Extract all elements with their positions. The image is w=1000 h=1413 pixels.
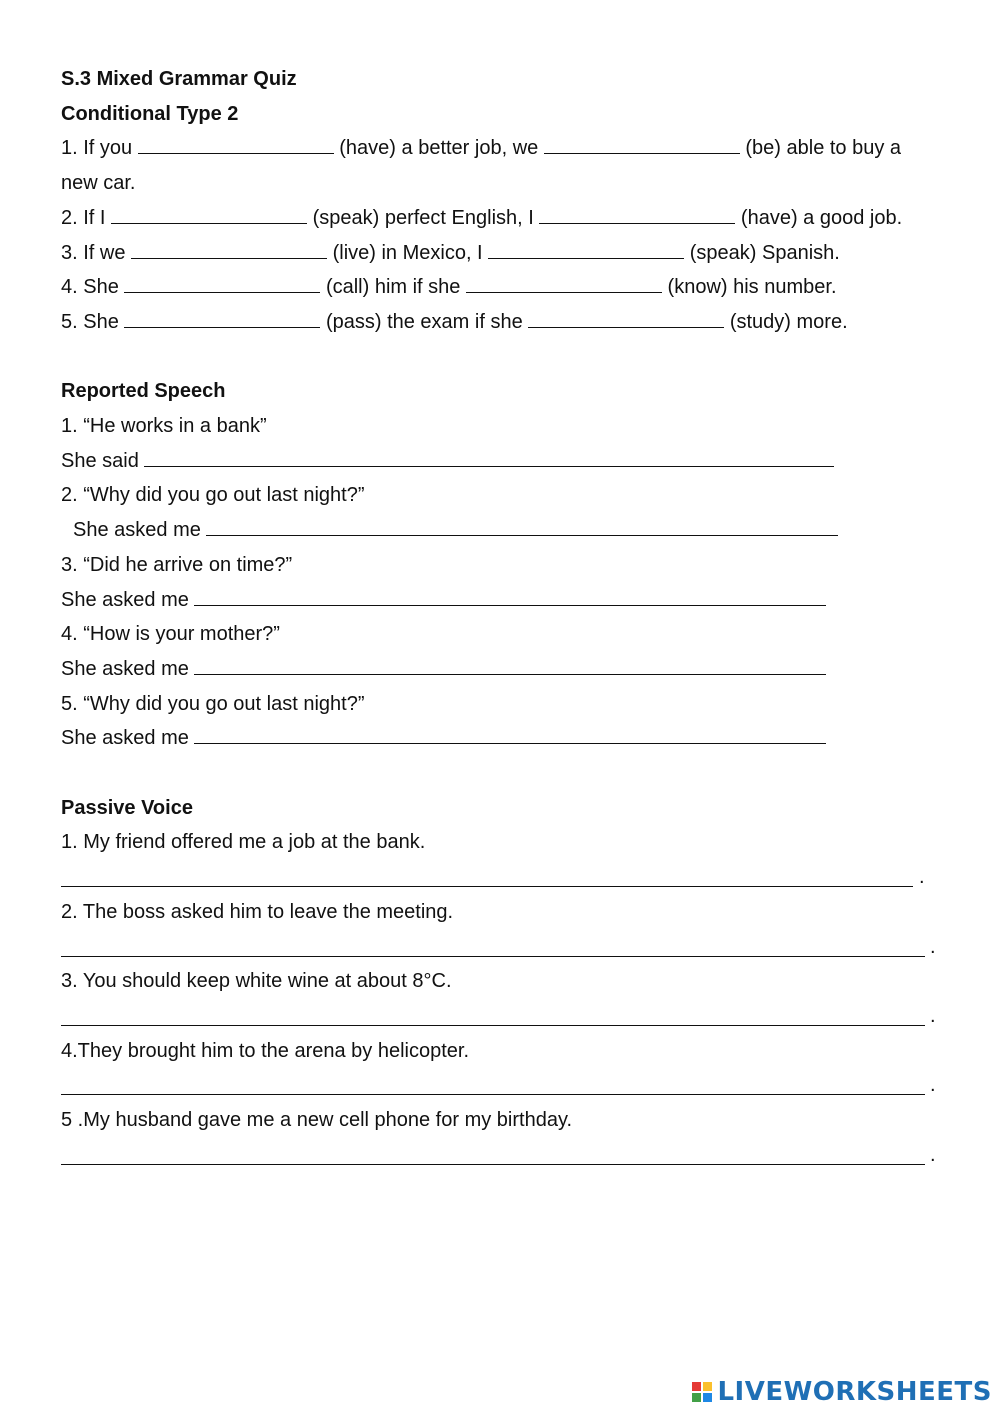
answer-blank[interactable] [488, 240, 684, 259]
answer-blank[interactable] [124, 309, 320, 328]
passive-answer-2 [61, 930, 961, 965]
conditional-question-4: 4. She (call) him if she (know) his number. [61, 276, 837, 299]
answer-blank[interactable] [539, 205, 735, 224]
section-heading-reported: Reported Speech [61, 380, 226, 403]
answer-line[interactable] [61, 886, 913, 887]
passive-sentence-5: 5 .My husband gave me a new cell phone for my birthday. [61, 1109, 573, 1131]
reported-answer-3: She asked me [61, 583, 961, 618]
passive-sentence-4: 4.They brought him to the arena by helicopter. [61, 1039, 470, 1062]
answer-blank[interactable] [138, 135, 334, 154]
logo-blocks-icon [692, 1382, 712, 1402]
conditional-question-1: 1. If you (have) a better job, we (be) able to buy a [61, 137, 902, 160]
reported-quote-3: 3. “Did he arrive on time?” [61, 553, 293, 576]
passive-sentence-2: 2. The boss asked him to leave the meeting. [61, 900, 454, 923]
liveworksheets-logo[interactable] [692, 1377, 992, 1407]
conditional-question-3: 3. If we (live) in Mexico, I (speak) Spanish. [61, 241, 840, 264]
section-heading-passive: Passive Voice [61, 796, 193, 819]
reported-quote-5: 5. “Why did you go out last night?” [61, 692, 365, 715]
passive-answer-5 [61, 1138, 961, 1173]
conditional-question-5: 5. She (pass) the exam if she (study) more. [61, 310, 848, 333]
answer-blank[interactable] [194, 656, 826, 675]
answer-blank[interactable] [466, 274, 662, 293]
answer-blank[interactable] [124, 274, 320, 293]
answer-blank[interactable] [194, 725, 826, 744]
answer-blank[interactable] [544, 135, 740, 154]
end-mark: . [930, 1004, 936, 1027]
answer-line[interactable] [61, 1025, 925, 1026]
passive-sentence-1: 1. My friend offered me a job at the bank. [61, 831, 426, 854]
logo-text: LIVEWORKSHEETS [717, 1377, 992, 1407]
answer-blank[interactable] [194, 587, 826, 606]
passive-answer-4 [61, 1068, 961, 1103]
reported-quote-2: 2. “Why did you go out last night?” [61, 484, 365, 507]
reported-quote-4: 4. “How is your mother?” [61, 623, 280, 646]
reported-quote-1: 1. “He works in a bank” [61, 415, 267, 438]
reported-answer-2: She asked me [61, 513, 961, 548]
answer-blank[interactable] [111, 205, 307, 224]
answer-line[interactable] [61, 1094, 925, 1095]
answer-blank[interactable] [144, 448, 834, 467]
reported-answer-5: She asked me [61, 721, 961, 756]
page-title: S.3 Mixed Grammar Quiz [61, 68, 297, 90]
end-mark: . [919, 866, 925, 889]
answer-blank[interactable] [131, 240, 327, 259]
end-mark: . [930, 1074, 936, 1097]
passive-answer-3 [61, 999, 961, 1034]
answer-blank[interactable] [206, 517, 838, 536]
reported-answer-4: She asked me [61, 652, 961, 687]
reported-answer-1: She said [61, 444, 961, 479]
end-mark: . [930, 935, 936, 958]
answer-blank[interactable] [528, 309, 724, 328]
worksheet [61, 62, 961, 1172]
end-mark: . [930, 1143, 936, 1166]
conditional-question-2: 2. If I (speak) perfect English, I (have) a good job. [61, 206, 903, 229]
answer-line[interactable] [61, 956, 925, 957]
conditional-question-1-cont: new car. [61, 172, 136, 195]
section-heading-conditional: Conditional Type 2 [61, 102, 239, 125]
passive-answer-1 [61, 860, 961, 895]
passive-sentence-3: 3. You should keep white wine at about 8°C. [61, 970, 452, 993]
answer-line[interactable] [61, 1164, 925, 1165]
